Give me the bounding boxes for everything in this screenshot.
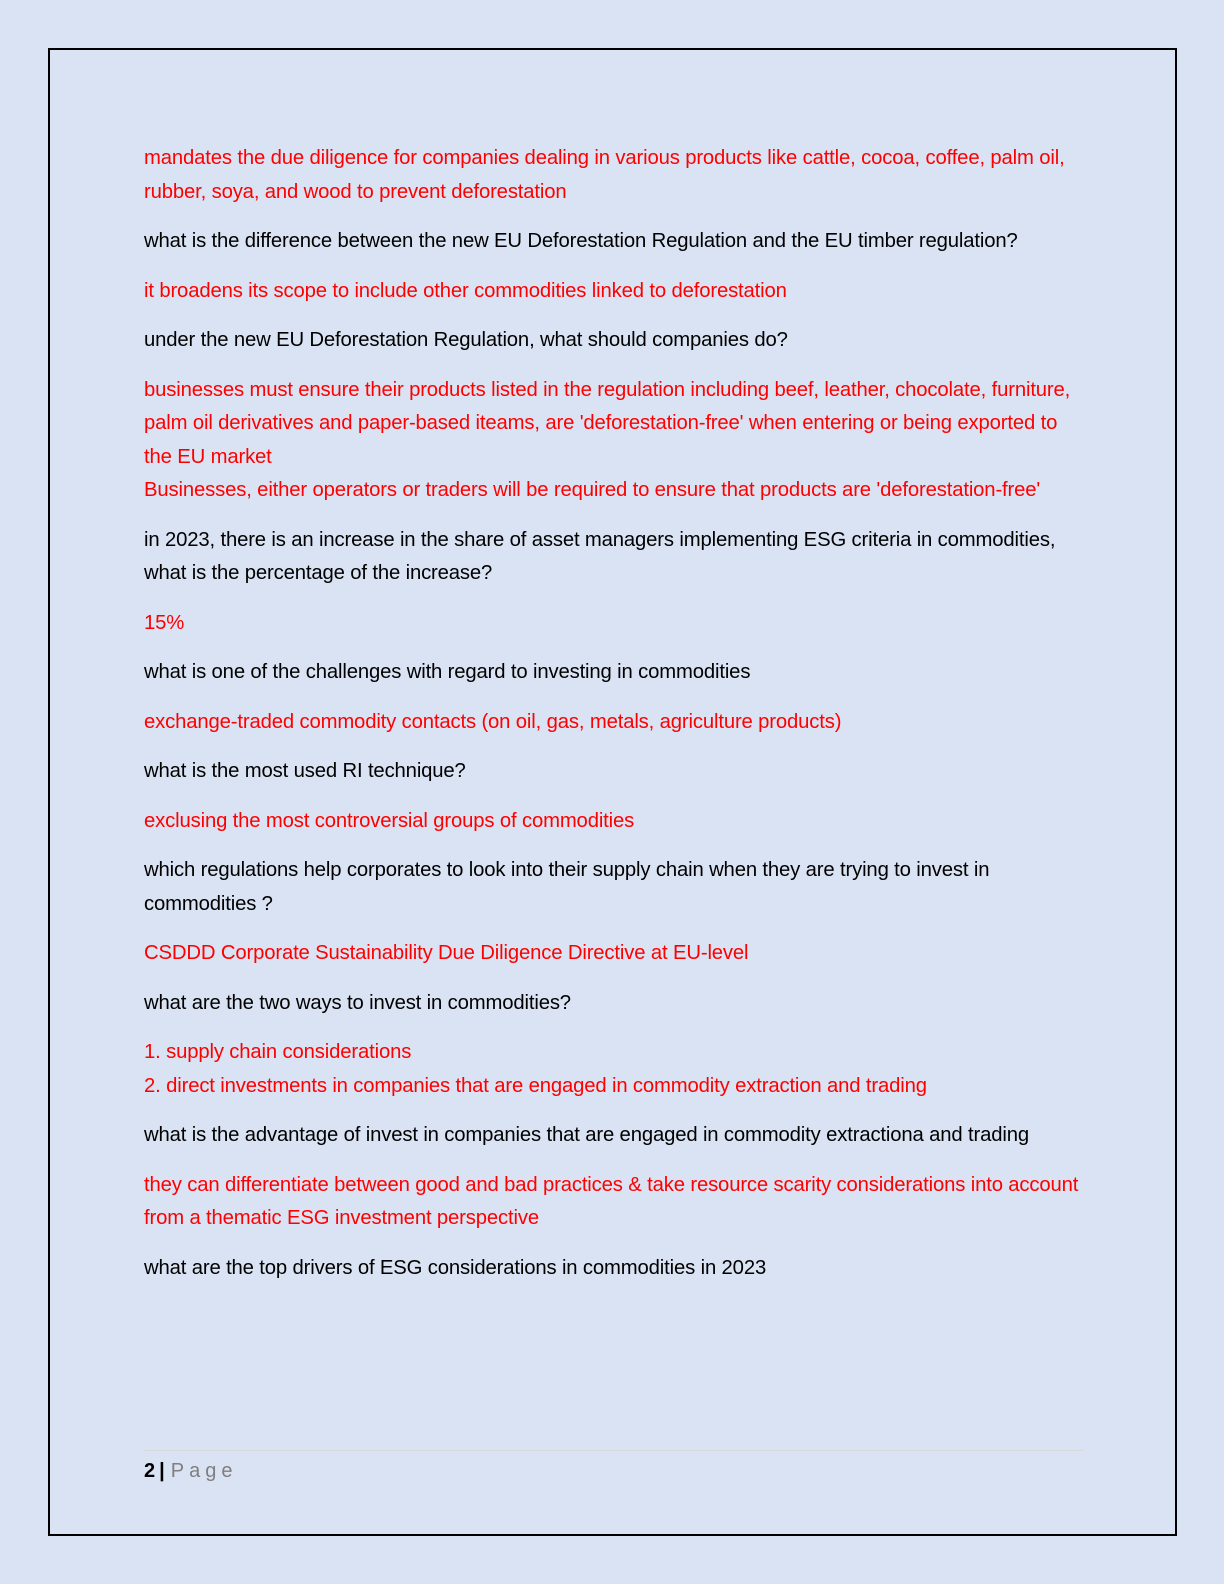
page-footer bbox=[144, 1458, 237, 1484]
text-line: what are the top drivers of ESG considerations in commodities in 2023 bbox=[144, 1256, 767, 1279]
text-line: 2. direct investments in companies that are engaged in commodity extraction and trading bbox=[144, 1074, 927, 1097]
footer-separator: | bbox=[159, 1460, 165, 1482]
text-line: in 2023, there is an increase in the share of asset managers implementing ESG criteria in commodities, what is the percentage of the increase? bbox=[144, 528, 1056, 584]
answer-paragraph bbox=[144, 1169, 1084, 1236]
text-line: 15% bbox=[144, 611, 185, 634]
answer-paragraph bbox=[144, 805, 1084, 839]
text-line: it broadens its scope to include other commodities linked to deforestation bbox=[144, 279, 787, 302]
answer-paragraph bbox=[144, 142, 1084, 209]
question-paragraph bbox=[144, 524, 1084, 591]
question-paragraph bbox=[144, 225, 1084, 259]
text-line: which regulations help corporates to look into their supply chain when they are trying to invest in commodities ? bbox=[144, 859, 990, 915]
question-paragraph bbox=[144, 324, 1084, 358]
text-line: what is one of the challenges with regard to investing in commodities bbox=[144, 661, 751, 683]
footer-divider bbox=[144, 1450, 1084, 1451]
text-line: they can differentiate between good and bad practices & take resource scarity considerations into account from a thematic ESG investment perspective bbox=[144, 1173, 1079, 1229]
text-line: mandates the due diligence for companies dealing in various products like cattle, cocoa, coffee, palm oil, rubber, soya, and wood to prevent deforestation bbox=[144, 147, 1065, 203]
text-line: what is the advantage of invest in companies that are engaged in commodity extractiona and trading bbox=[144, 1124, 1029, 1146]
text-line: under the new EU Deforestation Regulation, what should companies do? bbox=[144, 329, 788, 351]
page-label: Page bbox=[170, 1460, 238, 1482]
text-line: exclusing the most controversial groups of commodities bbox=[144, 809, 635, 832]
question-paragraph bbox=[144, 1119, 1084, 1153]
text-line: CSDDD Corporate Sustainability Due Diligence Directive at EU-level bbox=[144, 942, 749, 964]
answer-paragraph bbox=[144, 1036, 1084, 1103]
text-line: Businesses, either operators or traders will be required to ensure that products are 'deforestation-free' bbox=[144, 479, 1041, 501]
document-body bbox=[144, 142, 1084, 1301]
answer-paragraph bbox=[144, 937, 1084, 971]
question-paragraph bbox=[144, 1252, 1084, 1286]
question-paragraph bbox=[144, 987, 1084, 1021]
text-line: what are the two ways to invest in commodities? bbox=[144, 991, 571, 1014]
text-line: 1. supply chain considerations bbox=[144, 1041, 412, 1063]
answer-paragraph bbox=[144, 374, 1084, 508]
answer-paragraph bbox=[144, 706, 1084, 740]
text-line: exchange-traded commodity contacts (on oil, gas, metals, agriculture products) bbox=[144, 710, 842, 733]
page-number: 2 bbox=[144, 1460, 156, 1482]
answer-paragraph bbox=[144, 607, 1084, 641]
text-line: what is the most used RI technique? bbox=[144, 760, 466, 782]
text-line: businesses must ensure their products listed in the regulation including beef, leather, chocolate, furniture, palm oil derivatives and paper-based iteams, are 'deforestation-free' when entering or being exported to the EU market bbox=[144, 378, 1071, 468]
question-paragraph bbox=[144, 656, 1084, 690]
question-paragraph bbox=[144, 854, 1084, 921]
answer-paragraph bbox=[144, 275, 1084, 309]
text-line: what is the difference between the new EU Deforestation Regulation and the EU timber regulation? bbox=[144, 230, 1018, 252]
question-paragraph bbox=[144, 755, 1084, 789]
